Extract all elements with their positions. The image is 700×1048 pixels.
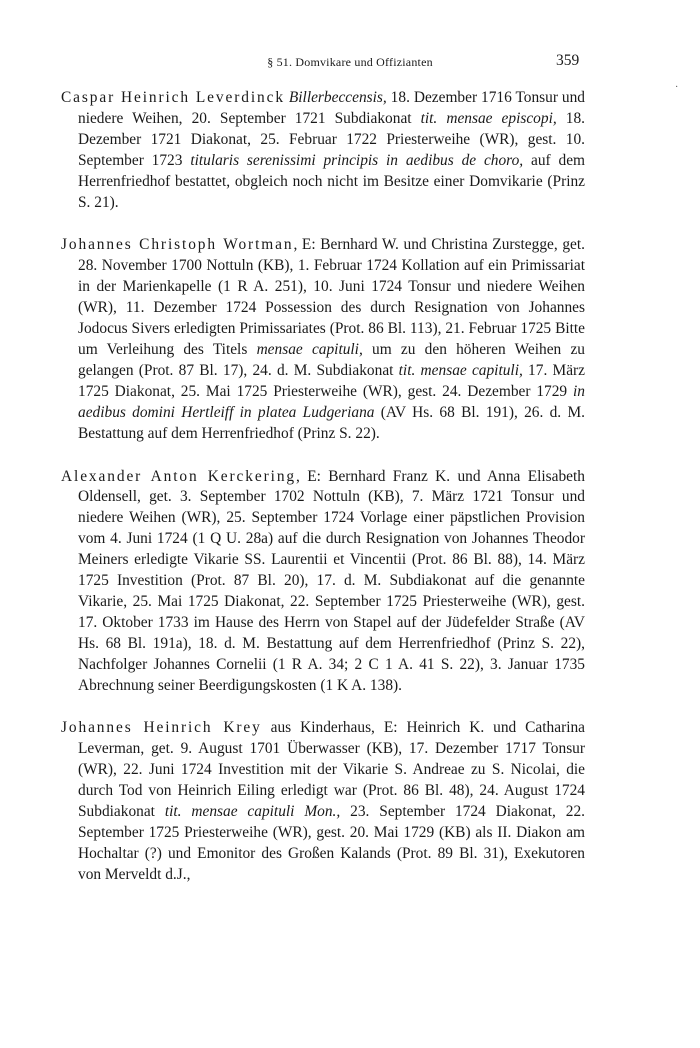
body-text (61, 88, 585, 908)
text-run: , E: Bernhard Franz K. und Anna Elisabeth Oldensell, get. 3. September 1702 Nottuln (KB), 7. März 1721 Tonsur und niedere Weihen (WR), 25. September 1724 Vorlage einer päpstlichen Provision vom 4. Juni 1724 (1 Q U. 28a) auf die durch Resignation von Johannes Theodor Meiners erledigte Vikarie SS. Laurentii et Vincentii (Prot. 86 Bl. 88), 14. März 1725 Investition (Prot. 87 Bl. 20), 17. d. M. Subdiakonat auf die genannte Vikarie, 25. Mai 1725 Diakonat, 22. September 1725 Priesterweihe (WR), gest. 17. Oktober 1733 im Hause des Herrn von Stapel auf der Jüdefelder Straße (AV Hs. 68 Bl. 191a), 18. d. M. Bestattung auf dem Herrenfriedhof (Prinz S. 22), Nachfolger Johannes Cornelii (1 R A. 34; 2 C 1 A. 41 S. 22), 3. Januar 1735 Abrechnung seiner Beerdigungskosten (1 K A. 138). (78, 467, 585, 694)
italic-phrase: tit. mensae capituli Mon., (164, 803, 341, 821)
entry-krey (61, 718, 585, 885)
italic-phrase: tit. mensae capituli, (398, 361, 523, 379)
text-run: 23. September 1724 Diakonat, 22. September 1725 Priesterweihe (WR), gest. 20. Mai 1729 (KB) als II. Diakon am Hochaltar (?) und Emonitor des Großen Kalands (Prot. 89 Bl. 31), Exekutoren von Merveldt d.J., (78, 803, 585, 883)
margin-mark: · (675, 82, 679, 93)
running-head-title: § 51. Domvikare und Offizianten (267, 55, 433, 69)
entry-name: Johannes Christoph Wortman (61, 236, 294, 254)
entry-wortman (61, 235, 585, 444)
entry-text (78, 89, 585, 211)
entry-name: Alexander Anton Kerckering (61, 467, 297, 485)
running-head (0, 52, 700, 72)
italic-phrase: tit. mensae episcopi, (420, 109, 557, 127)
text-run: auf dem Herrenfriedhof bestattet, obgleich noch nicht im Besitze einer Domvikarie (Prinz S. 21). (78, 151, 585, 211)
text-run: 17. März 1725 Diakonat, 25. Mai 1725 Priesterweihe (WR), gest. 24. Dezember 1729 (78, 361, 585, 400)
italic-phrase: Billerbeccensis, (288, 89, 387, 106)
entry-text (78, 468, 585, 694)
italic-phrase: in aedibus domini Hertleiff in platea Ludgeriana (78, 382, 585, 421)
entry-leverdinck (61, 88, 585, 213)
italic-phrase: titularis serenissimi principis in aedibus de choro, (190, 151, 524, 169)
entry-name: Caspar Heinrich Leverdinck (61, 89, 285, 106)
italic-phrase: mensae capituli, (256, 340, 363, 358)
entry-text (78, 719, 585, 882)
text-run: aus Kinderhaus, E: Heinrich K. und Catharina Leverman, get. 9. August 1701 Überwasser (KB), 17. Dezember 1717 Tonsur (WR), 22. Juni 1724 Investition mit der Vikarie S. Andreae zu S. Nicolai, die durch Tod von Heinrich Eiling erledigt war (Prot. 86 Bl. 48), 24. August 1724 Subdiakonat (78, 719, 585, 821)
entry-text (78, 236, 585, 441)
entry-kerckering (61, 467, 585, 697)
page-number: 359 (556, 52, 580, 69)
entry-name: Johannes Heinrich Krey (61, 719, 262, 737)
text-run: (AV Hs. 68 Bl. 191), 26. d. M. Bestattung auf dem Herrenfriedhof (Prinz S. 22). (78, 403, 585, 442)
text-run: 18. Dezember 1721 Diakonat, 25. Februar 1722 Priesterweihe (WR), gest. 10. September 1723 (78, 109, 585, 169)
text-run: um zu den höheren Weihen zu gelangen (Prot. 87 Bl. 17), 24. d. M. Subdiakonat (78, 340, 585, 379)
text-run: 18. Dezember 1716 Tonsur und niedere Weihen, 20. September 1721 Subdiakonat (78, 89, 585, 127)
text-run: , E: Bernhard W. und Christina Zurstegge, get. 28. November 1700 Nottuln (KB), 1. Februar 1724 Kollation auf ein Primissariat in der Marienkapelle (1 R A. 251), 10. Juni 1724 Tonsur und niedere Weihen (WR), 11. Dezember 1724 Possession des durch Resignation von Johannes Jodocus Sivers erledigten Primissariates (Prot. 86 Bl. 113), 21. Februar 1725 Bitte um Verleihung des Titels (78, 236, 585, 358)
